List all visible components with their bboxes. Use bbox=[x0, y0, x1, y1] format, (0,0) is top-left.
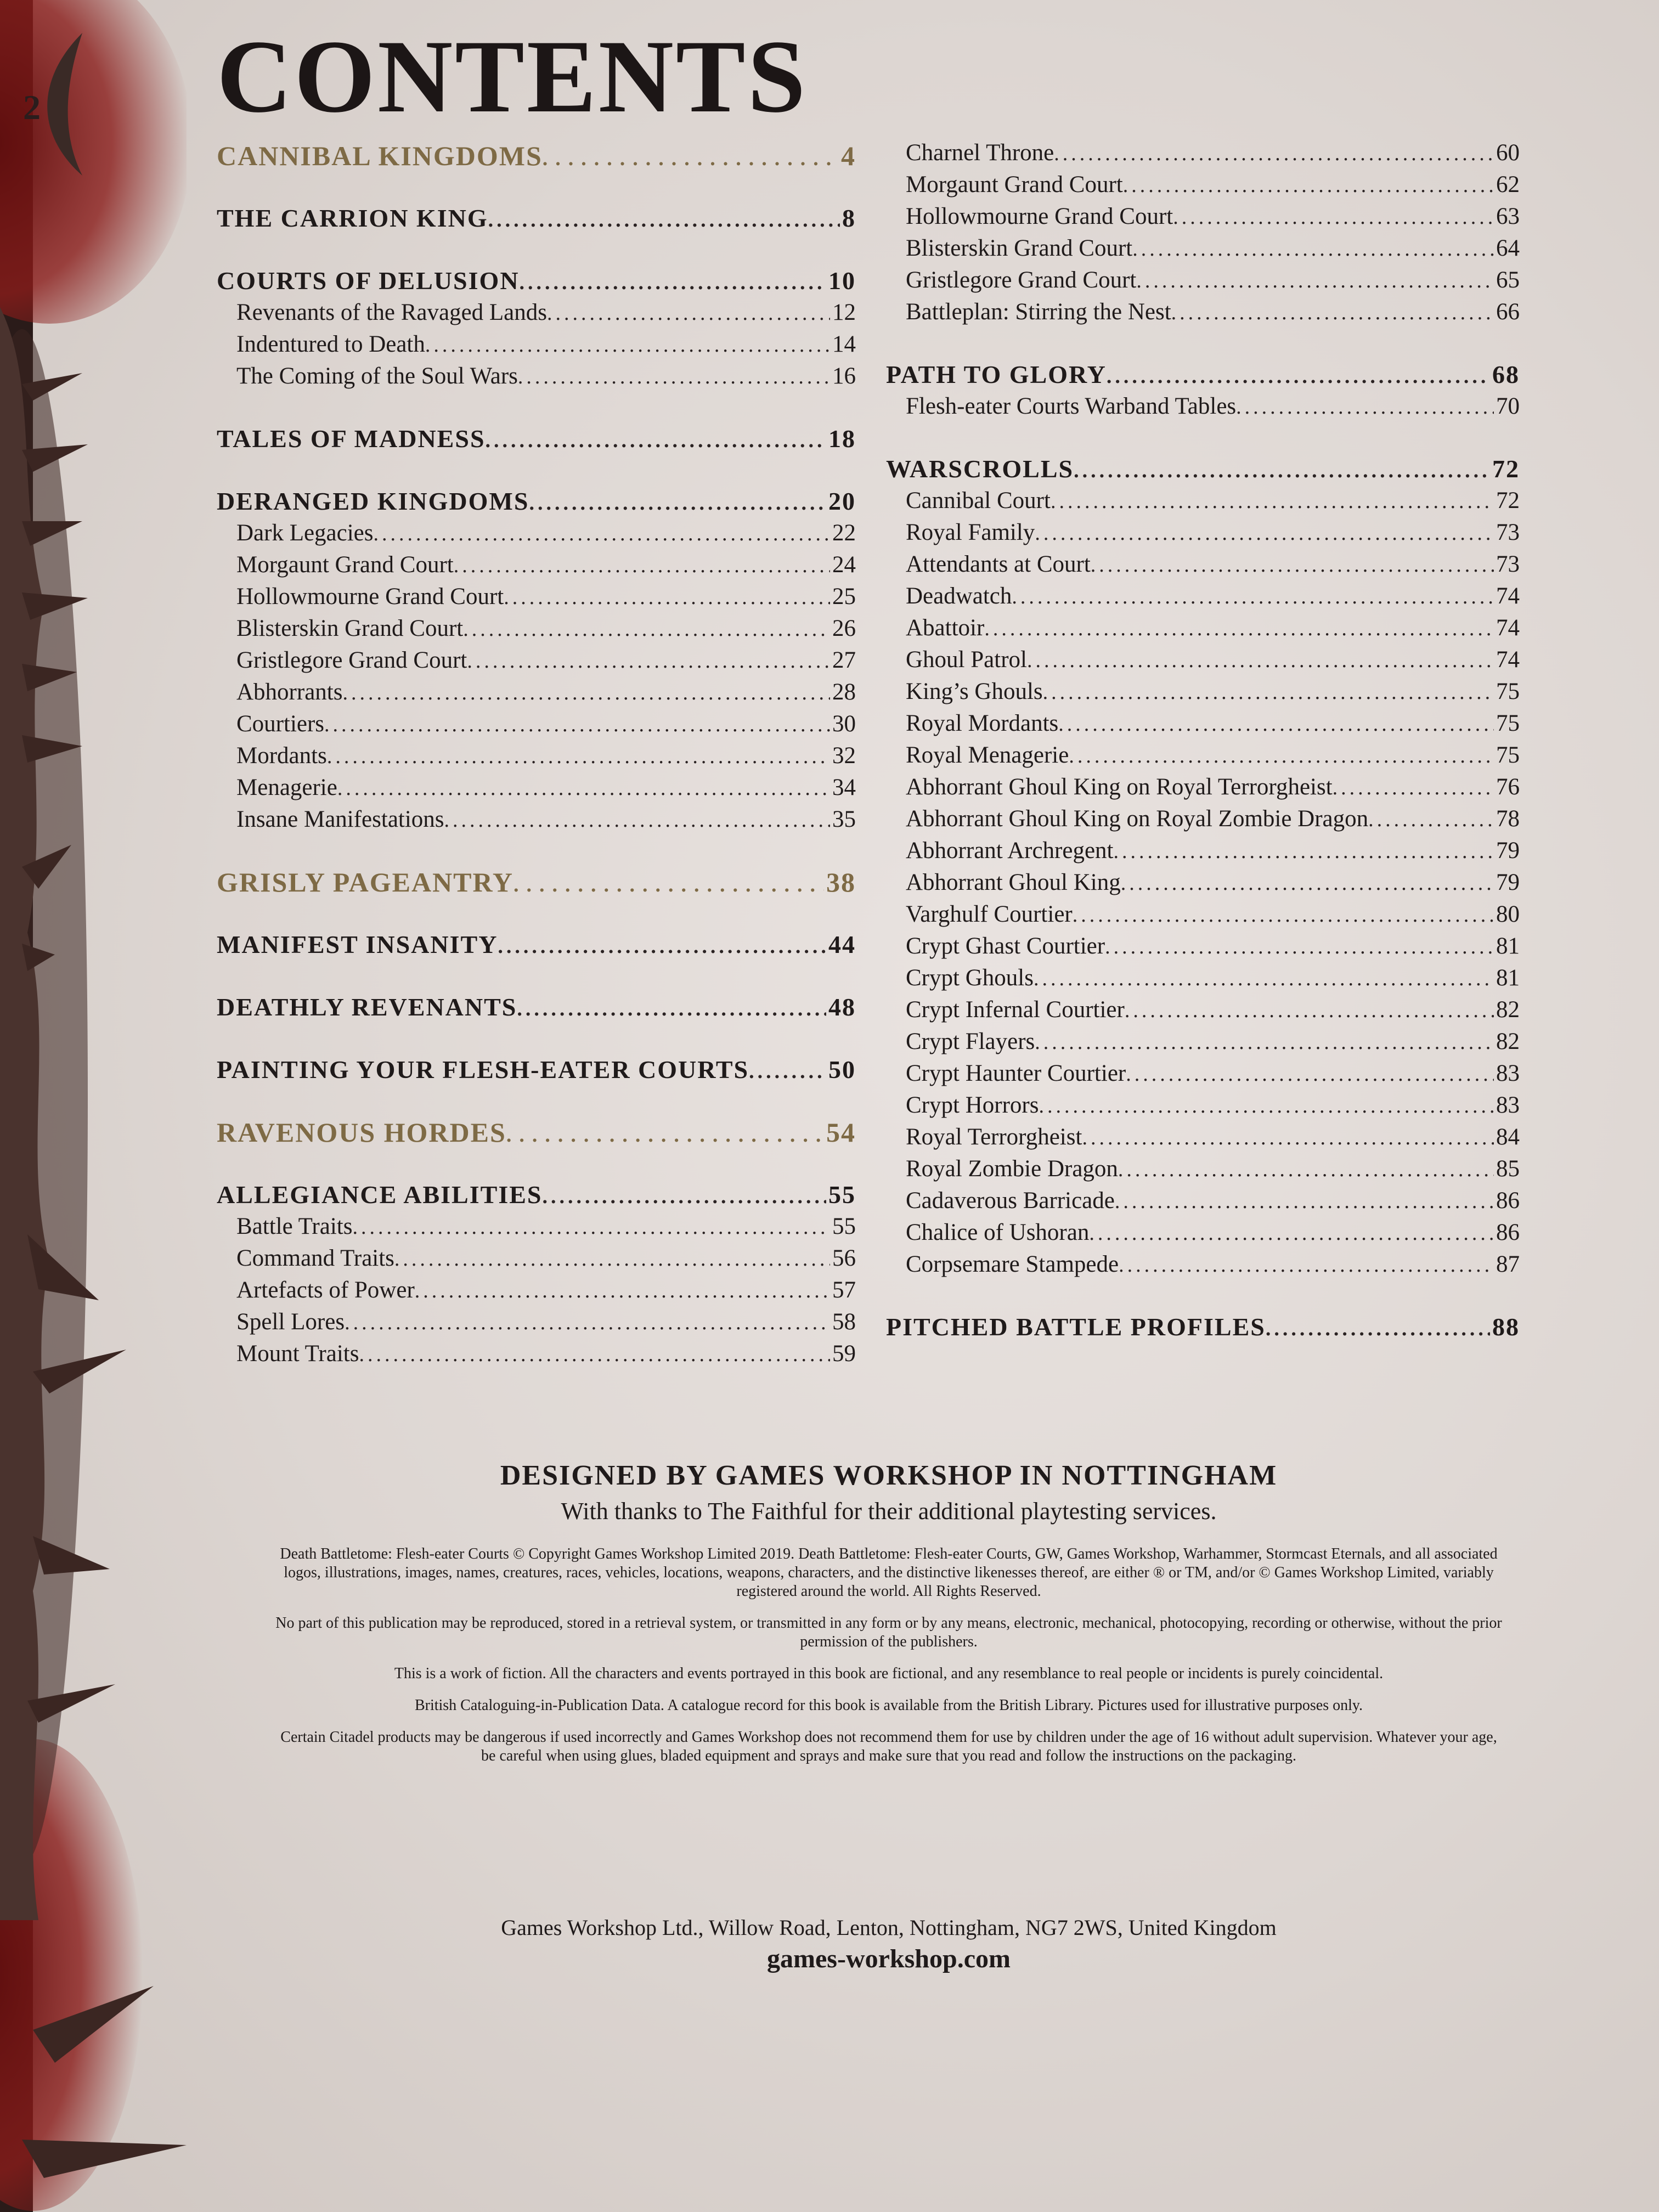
toc-entry-label: Abhorrant Ghoul King on Royal Zombie Dragon bbox=[906, 806, 1369, 832]
toc-spacer bbox=[217, 455, 856, 486]
toc-page-number: 10 bbox=[828, 267, 856, 295]
toc-entry-label: PATH TO GLORY bbox=[886, 360, 1107, 388]
toc-entry-label: Battleplan: Stirring the Nest bbox=[906, 299, 1171, 325]
toc-entry[interactable] bbox=[217, 1338, 856, 1370]
toc-entry-label: Chalice of Ushoran bbox=[906, 1220, 1090, 1245]
legal-cataloguing: British Cataloguing-in-Publication Data. A catalogue record for this book is available from the British Library. Pictures used for illustrative purposes only. bbox=[414, 1697, 1363, 1714]
toc-leader-dots bbox=[1054, 138, 1494, 169]
toc-section-heading[interactable] bbox=[217, 140, 856, 172]
toc-entry-label: Royal Terrorgheist bbox=[906, 1124, 1082, 1150]
toc-page-number: 24 bbox=[832, 552, 856, 578]
toc-entry[interactable] bbox=[217, 804, 856, 836]
toc-leader-dots bbox=[1236, 391, 1494, 422]
toc-entry-label: Royal Family bbox=[906, 520, 1035, 545]
toc-leader-dots bbox=[463, 613, 830, 645]
toc-entry-label: Courtiers bbox=[236, 711, 325, 737]
toc-entry[interactable] bbox=[886, 1249, 1520, 1280]
toc-page-number: 12 bbox=[832, 300, 856, 325]
toc-page-number: 65 bbox=[1496, 267, 1520, 293]
toc-page-number: 55 bbox=[832, 1214, 856, 1239]
toc-section-heading[interactable] bbox=[217, 486, 856, 517]
toc-page-number: 87 bbox=[1496, 1251, 1520, 1277]
toc-entry[interactable] bbox=[217, 581, 856, 613]
toc-page-number: 78 bbox=[1496, 806, 1520, 832]
toc-leader-dots bbox=[1125, 995, 1494, 1026]
toc-page-number: 82 bbox=[1496, 1029, 1520, 1054]
toc-page-number: 59 bbox=[832, 1341, 856, 1367]
toc-entry-label: Indentured to Death bbox=[236, 331, 425, 357]
credits-thanks: With thanks to The Faithful for their additional playtesting services. bbox=[561, 1498, 1217, 1525]
toc-entry-label: RAVENOUS HORDES bbox=[217, 1117, 506, 1148]
toc-leader-dots bbox=[1074, 455, 1490, 485]
toc-entry[interactable] bbox=[886, 771, 1520, 803]
toc-page-number: 73 bbox=[1496, 551, 1520, 577]
toc-entry-label: MANIFEST INSANITY bbox=[217, 930, 498, 958]
toc-spacer bbox=[217, 392, 856, 423]
toc-entry-label: Spell Lores bbox=[236, 1309, 345, 1335]
toc-leader-dots bbox=[1027, 645, 1494, 676]
toc-entry[interactable] bbox=[886, 485, 1520, 517]
toc-entry[interactable] bbox=[217, 1306, 856, 1338]
toc-spacer bbox=[217, 898, 856, 929]
toc-entry[interactable] bbox=[886, 612, 1520, 644]
toc-entry[interactable] bbox=[217, 517, 856, 549]
toc-entry[interactable] bbox=[217, 360, 856, 392]
toc-leader-dots bbox=[1034, 963, 1494, 994]
toc-entry-label: Insane Manifestations bbox=[236, 806, 444, 832]
toc-leader-dots bbox=[506, 1119, 824, 1148]
toc-leader-dots bbox=[1171, 297, 1494, 328]
toc-leader-dots bbox=[1091, 549, 1494, 580]
toc-entry[interactable] bbox=[886, 580, 1520, 612]
website-link[interactable]: games-workshop.com bbox=[767, 1944, 1011, 1973]
toc-section-heading[interactable] bbox=[217, 866, 856, 898]
toc-page-number: 60 bbox=[1496, 140, 1520, 166]
toc-page-number: 86 bbox=[1496, 1220, 1520, 1245]
toc-page-number: 82 bbox=[1496, 997, 1520, 1023]
toc-spacer bbox=[217, 836, 856, 866]
toc-entry-label: THE CARRION KING bbox=[217, 204, 488, 232]
toc-page-number: 4 bbox=[841, 140, 856, 171]
toc-entry[interactable] bbox=[217, 1243, 856, 1274]
toc-entry-label: Morgaunt Grand Court bbox=[236, 552, 454, 578]
toc-leader-dots bbox=[520, 267, 826, 297]
toc-entry-label: Crypt Infernal Courtier bbox=[906, 997, 1125, 1023]
toc-leader-dots bbox=[1114, 836, 1494, 867]
border-artwork bbox=[0, 0, 187, 2212]
toc-entry[interactable] bbox=[886, 517, 1520, 549]
toc-entry[interactable] bbox=[886, 962, 1520, 994]
toc-leader-dots bbox=[1121, 867, 1494, 899]
toc-leader-dots bbox=[327, 741, 830, 772]
toc-spacer bbox=[886, 1280, 1520, 1311]
toc-leader-dots bbox=[1266, 1313, 1490, 1343]
toc-section-heading[interactable] bbox=[886, 1311, 1520, 1343]
toc-leader-dots bbox=[359, 1339, 830, 1370]
toc-entry-label: Charnel Throne bbox=[906, 140, 1054, 166]
toc-entry[interactable] bbox=[886, 803, 1520, 835]
toc-page-number: 54 bbox=[826, 1117, 856, 1148]
toc-page-number: 62 bbox=[1496, 172, 1520, 198]
legal-reproduction: No part of this publication may be reproduced, stored in a retrieval system, or transmitted in any form or by any means, electronic, mechanical, photocopying, recording or otherwise, without the prior permission of the publishers. bbox=[275, 1615, 1502, 1650]
toc-entry-label: Crypt Ghouls bbox=[906, 965, 1034, 991]
toc-entry-label: Royal Menagerie bbox=[906, 742, 1069, 768]
toc-entry-label: The Coming of the Soul Wars bbox=[236, 363, 518, 389]
toc-entry[interactable] bbox=[217, 1274, 856, 1306]
toc-leader-dots bbox=[1118, 1154, 1494, 1185]
toc-page-number: 58 bbox=[832, 1309, 856, 1335]
toc-entry[interactable] bbox=[217, 676, 856, 708]
toc-entry[interactable] bbox=[217, 708, 856, 740]
toc-entry-label: Crypt Flayers bbox=[906, 1029, 1035, 1054]
toc-entry-label: Mount Traits bbox=[236, 1341, 359, 1367]
toc-spacer bbox=[217, 172, 856, 202]
toc-entry[interactable] bbox=[217, 740, 856, 772]
toc-section-heading[interactable] bbox=[886, 453, 1520, 485]
toc-leader-dots bbox=[467, 645, 830, 676]
toc-page-number: 66 bbox=[1496, 299, 1520, 325]
credits-block bbox=[258, 1459, 1520, 1779]
toc-entry-label: Abattoir bbox=[906, 615, 985, 641]
toc-spacer bbox=[217, 961, 856, 991]
toc-entry-label: Cannibal Court bbox=[906, 488, 1051, 514]
toc-entry[interactable] bbox=[886, 867, 1520, 899]
toc-entry[interactable] bbox=[886, 1153, 1520, 1185]
toc-entry-label: Crypt Haunter Courtier bbox=[906, 1060, 1126, 1086]
toc-leader-dots bbox=[1136, 265, 1494, 296]
toc-page-number: 18 bbox=[828, 425, 856, 453]
toc-leader-dots bbox=[1089, 1217, 1494, 1249]
toc-entry[interactable] bbox=[886, 296, 1520, 328]
toc-section-heading[interactable] bbox=[217, 202, 856, 234]
toc-leader-dots bbox=[337, 772, 830, 804]
toc-page-number: 16 bbox=[832, 363, 856, 389]
toc-entry-label: Blisterskin Grand Court bbox=[236, 616, 464, 641]
toc-leader-dots bbox=[352, 1211, 830, 1243]
toc-page-number: 34 bbox=[832, 775, 856, 800]
toc-entry[interactable] bbox=[886, 137, 1520, 169]
toc-page-number: 74 bbox=[1496, 647, 1520, 673]
toc-page-number: 56 bbox=[832, 1245, 856, 1271]
toc-leader-dots bbox=[342, 677, 830, 708]
toc-page-number: 55 bbox=[828, 1181, 856, 1209]
page-title: CONTENTS bbox=[217, 19, 808, 134]
toc-page-number: 26 bbox=[832, 616, 856, 641]
toc-leader-dots bbox=[374, 518, 831, 549]
toc-leader-dots bbox=[1132, 233, 1494, 264]
toc-leader-dots bbox=[547, 297, 830, 329]
toc-page-number: 76 bbox=[1496, 774, 1520, 800]
toc-page-number: 14 bbox=[832, 331, 856, 357]
toc-leader-dots bbox=[1073, 899, 1494, 930]
toc-entry-label: Abhorrant Ghoul King bbox=[906, 870, 1121, 895]
toc-leader-dots bbox=[1107, 360, 1490, 391]
toc-leader-dots bbox=[1368, 804, 1494, 835]
toc-page-number: 22 bbox=[832, 520, 856, 546]
credits-heading: DESIGNED BY GAMES WORKSHOP IN NOTTINGHAM bbox=[500, 1460, 1278, 1491]
toc-leader-dots bbox=[1035, 1026, 1494, 1058]
toc-page-number: 74 bbox=[1496, 583, 1520, 609]
toc-page-number: 84 bbox=[1496, 1124, 1520, 1150]
toc-entry-label: Gristlegore Grand Court bbox=[906, 267, 1137, 293]
toc-entry-label: Battle Traits bbox=[236, 1214, 353, 1239]
page-number: 2 bbox=[23, 88, 41, 127]
toc-entry-label: Blisterskin Grand Court bbox=[906, 235, 1133, 261]
toc-leader-dots bbox=[1035, 517, 1494, 549]
toc-entry-label: Hollowmourne Grand Court bbox=[906, 204, 1173, 229]
toc-entry[interactable] bbox=[886, 644, 1520, 676]
toc-page-number: 75 bbox=[1496, 710, 1520, 736]
toc-entry-label: Abhorrants bbox=[236, 679, 343, 705]
toc-entry-label: Gristlegore Grand Court bbox=[236, 647, 467, 673]
toc-page-number: 63 bbox=[1496, 204, 1520, 229]
toc-leader-dots bbox=[543, 143, 839, 172]
toc-leader-dots bbox=[454, 550, 830, 581]
toc-entry[interactable] bbox=[886, 835, 1520, 867]
toc-entry[interactable] bbox=[886, 169, 1520, 201]
toc-entry[interactable] bbox=[886, 233, 1520, 264]
toc-entry[interactable] bbox=[886, 201, 1520, 233]
toc-leader-dots bbox=[1115, 1186, 1494, 1217]
toc-leader-dots bbox=[517, 993, 826, 1023]
toc-entry-label: Abhorrant Ghoul King on Royal Terrorgheist bbox=[906, 774, 1333, 800]
legal-safety: Certain Citadel products may be dangerous if used incorrectly and Games Workshop does not recommend them for use by children under the age of 16 without adult supervision. Whatever your age, be careful when using glues, bladed equipment and sprays and make sure that you read and follow the instructions on the packaging. bbox=[280, 1729, 1497, 1764]
toc-page-number: 88 bbox=[1492, 1313, 1520, 1341]
toc-entry-label: Artefacts of Power bbox=[236, 1277, 415, 1303]
toc-entry-label: DERANGED KINGDOMS bbox=[217, 487, 529, 515]
toc-entry-label: Abhorrant Archregent bbox=[906, 838, 1114, 864]
toc-spacer bbox=[217, 1023, 856, 1054]
toc-page-number: 85 bbox=[1496, 1156, 1520, 1182]
toc-entry[interactable] bbox=[886, 994, 1520, 1026]
toc-leader-dots bbox=[498, 930, 826, 961]
legal-fiction: This is a work of fiction. All the characters and events portrayed in this book are fictional, and any resemblance to real people or incidents is purely coincidental. bbox=[394, 1665, 1384, 1682]
toc-entry-label: Varghulf Courtier bbox=[906, 901, 1073, 927]
toc-entry-label: Revenants of the Ravaged Lands bbox=[236, 300, 547, 325]
toc-entry-label: CANNIBAL KINGDOMS bbox=[217, 140, 543, 171]
toc-entry[interactable] bbox=[886, 708, 1520, 740]
toc-entry[interactable] bbox=[886, 1121, 1520, 1153]
toc-entry-label: Royal Zombie Dragon bbox=[906, 1156, 1118, 1182]
toc-leader-dots bbox=[324, 709, 830, 740]
toc-page-number: 70 bbox=[1496, 393, 1520, 419]
toc-entry[interactable] bbox=[217, 645, 856, 676]
toc-entry-label: Morgaunt Grand Court bbox=[906, 172, 1123, 198]
toc-page-number: 75 bbox=[1496, 679, 1520, 704]
toc-page-number: 72 bbox=[1492, 455, 1520, 483]
toc-entry[interactable] bbox=[886, 1217, 1520, 1249]
toc-leader-dots bbox=[425, 329, 830, 360]
toc-entry-label: Crypt Ghast Courtier bbox=[906, 933, 1105, 959]
toc-page-number: 79 bbox=[1496, 870, 1520, 895]
toc-entry[interactable] bbox=[886, 676, 1520, 708]
toc-entry-label: Hollowmourne Grand Court bbox=[236, 584, 504, 610]
toc-entry-label: Attendants at Court bbox=[906, 551, 1091, 577]
toc-spacer bbox=[886, 422, 1520, 453]
toc-leader-dots bbox=[1082, 1122, 1494, 1153]
toc-leader-dots bbox=[486, 425, 826, 455]
toc-page-number: 83 bbox=[1496, 1060, 1520, 1086]
toc-leader-dots bbox=[1333, 772, 1494, 803]
toc-entry[interactable] bbox=[217, 1211, 856, 1243]
toc-entry-label: ALLEGIANCE ABILITIES bbox=[217, 1181, 543, 1209]
toc-page-number: 25 bbox=[832, 584, 856, 610]
toc-page-number: 81 bbox=[1496, 965, 1520, 991]
toc-entry-label: PITCHED BATTLE PROFILES bbox=[886, 1313, 1266, 1341]
toc-section-heading[interactable] bbox=[217, 1116, 856, 1148]
toc-entry[interactable] bbox=[886, 1058, 1520, 1090]
toc-leader-dots bbox=[504, 582, 830, 613]
toc-leader-dots bbox=[1069, 740, 1494, 771]
toc-spacer bbox=[886, 328, 1520, 359]
toc-page-number: 8 bbox=[842, 204, 856, 232]
toc-leader-dots bbox=[394, 1243, 830, 1274]
toc-spacer bbox=[217, 1086, 856, 1116]
toc-leader-dots bbox=[415, 1275, 830, 1306]
toc-page-number: 68 bbox=[1492, 360, 1520, 388]
toc-leader-dots bbox=[345, 1307, 830, 1338]
toc-page-number: 73 bbox=[1496, 520, 1520, 545]
toc-section-heading[interactable] bbox=[217, 991, 856, 1023]
legal-copyright: Death Battletome: Flesh-eater Courts © Copyright Games Workshop Limited 2019. Death Battletome: Flesh-eater Courts, GW, Games Workshop, Warhammer, Stormcast Eternals, and all associated logos, illustrations, images, names, creatures, races, vehicles, locations, weapons, characters, and the distinctive likenesses thereof, are either ® or TM, and/or © Games Workshop Limited, variably registered around the world. All Rights Reserved. bbox=[280, 1545, 1498, 1600]
toc-entry[interactable] bbox=[886, 264, 1520, 296]
toc-leader-dots bbox=[444, 804, 830, 836]
toc-entry[interactable] bbox=[886, 549, 1520, 580]
toc-page-number: 50 bbox=[828, 1056, 856, 1084]
toc-page-number: 57 bbox=[832, 1277, 856, 1303]
toc-section-heading[interactable] bbox=[217, 265, 856, 297]
toc-leader-dots bbox=[1043, 676, 1494, 708]
toc-leader-dots bbox=[1058, 708, 1494, 740]
toc-page-number: 75 bbox=[1496, 742, 1520, 768]
toc-leader-dots bbox=[1051, 486, 1494, 517]
toc-entry[interactable] bbox=[886, 391, 1520, 422]
toc-entry[interactable] bbox=[217, 772, 856, 804]
toc-entry[interactable] bbox=[886, 930, 1520, 962]
toc-page-number: 79 bbox=[1496, 838, 1520, 864]
toc-spacer bbox=[217, 1148, 856, 1179]
toc-entry-label: COURTS OF DELUSION bbox=[217, 267, 520, 295]
toc-entry-label: Corpsemare Stampede bbox=[906, 1251, 1119, 1277]
toc-entry-label: WARSCROLLS bbox=[886, 455, 1074, 483]
toc-page-number: 64 bbox=[1496, 235, 1520, 261]
toc-entry-label: DEATHLY REVENANTS bbox=[217, 993, 517, 1021]
toc-entry[interactable] bbox=[886, 1185, 1520, 1217]
publisher-address bbox=[258, 1915, 1520, 1974]
toc-entry[interactable] bbox=[886, 740, 1520, 771]
toc-page-number: 32 bbox=[832, 743, 856, 769]
toc-entry-label: Flesh-eater Courts Warband Tables bbox=[906, 393, 1237, 419]
toc-leader-dots bbox=[488, 204, 840, 234]
toc-page-number: 27 bbox=[832, 647, 856, 673]
toc-page-number: 28 bbox=[832, 679, 856, 705]
toc-section-heading[interactable] bbox=[217, 929, 856, 961]
toc-page-number: 86 bbox=[1496, 1188, 1520, 1214]
toc-page-number: 35 bbox=[832, 806, 856, 832]
toc-entry-label: GRISLY PAGEANTRY bbox=[217, 867, 514, 898]
toc-leader-dots bbox=[1119, 1249, 1494, 1280]
toc-entry-label: Crypt Horrors bbox=[906, 1092, 1039, 1118]
toc-section-heading[interactable] bbox=[217, 423, 856, 455]
toc-page-number: 30 bbox=[832, 711, 856, 737]
toc-leader-dots bbox=[1105, 931, 1494, 962]
toc-left-column bbox=[217, 140, 856, 1370]
toc-entry-label: King’s Ghouls bbox=[906, 679, 1043, 704]
toc-entry-label: Mordants bbox=[236, 743, 327, 769]
toc-entry-label: Ghoul Patrol bbox=[906, 647, 1027, 673]
toc-entry-label: Deadwatch bbox=[906, 583, 1012, 609]
toc-page-number: 48 bbox=[828, 993, 856, 1021]
toc-entry-label: PAINTING YOUR FLESH-EATER COURTS bbox=[217, 1056, 749, 1084]
toc-page-number: 72 bbox=[1496, 488, 1520, 514]
toc-entry[interactable] bbox=[217, 297, 856, 329]
toc-page-number: 20 bbox=[828, 487, 856, 515]
address-line: Games Workshop Ltd., Willow Road, Lenton, Nottingham, NG7 2WS, United Kingdom bbox=[501, 1915, 1277, 1940]
toc-entry-label: Menagerie bbox=[236, 775, 337, 800]
toc-page-number: 80 bbox=[1496, 901, 1520, 927]
toc-spacer bbox=[217, 234, 856, 265]
toc-entry-label: Royal Mordants bbox=[906, 710, 1059, 736]
toc-leader-dots bbox=[529, 487, 826, 517]
toc-leader-dots bbox=[984, 613, 1494, 644]
toc-leader-dots bbox=[1126, 1058, 1494, 1090]
toc-page-number: 74 bbox=[1496, 615, 1520, 641]
toc-leader-dots bbox=[749, 1056, 826, 1086]
toc-leader-dots bbox=[518, 361, 830, 392]
toc-right-column bbox=[886, 137, 1520, 1343]
toc-section-heading[interactable] bbox=[217, 1179, 856, 1211]
toc-entry[interactable] bbox=[217, 329, 856, 360]
toc-entry-label: TALES OF MADNESS bbox=[217, 425, 486, 453]
toc-entry-label: Dark Legacies bbox=[236, 520, 374, 546]
toc-leader-dots bbox=[542, 1181, 826, 1211]
toc-entry[interactable] bbox=[886, 1026, 1520, 1058]
toc-entry[interactable] bbox=[886, 899, 1520, 930]
toc-entry[interactable] bbox=[886, 1090, 1520, 1121]
toc-leader-dots bbox=[1039, 1090, 1494, 1121]
toc-page-number: 38 bbox=[826, 867, 856, 898]
toc-page-number: 83 bbox=[1496, 1092, 1520, 1118]
toc-entry-label: Command Traits bbox=[236, 1245, 394, 1271]
toc-entry-label: Cadaverous Barricade bbox=[906, 1188, 1115, 1214]
toc-page-number: 81 bbox=[1496, 933, 1520, 959]
toc-entry[interactable] bbox=[217, 613, 856, 645]
toc-section-heading[interactable] bbox=[217, 1054, 856, 1086]
toc-leader-dots bbox=[1123, 170, 1494, 201]
toc-section-heading[interactable] bbox=[886, 359, 1520, 391]
toc-leader-dots bbox=[1173, 201, 1494, 233]
toc-leader-dots bbox=[1012, 581, 1494, 612]
toc-entry[interactable] bbox=[217, 549, 856, 581]
toc-page-number: 44 bbox=[828, 930, 856, 958]
toc-leader-dots bbox=[514, 869, 824, 898]
